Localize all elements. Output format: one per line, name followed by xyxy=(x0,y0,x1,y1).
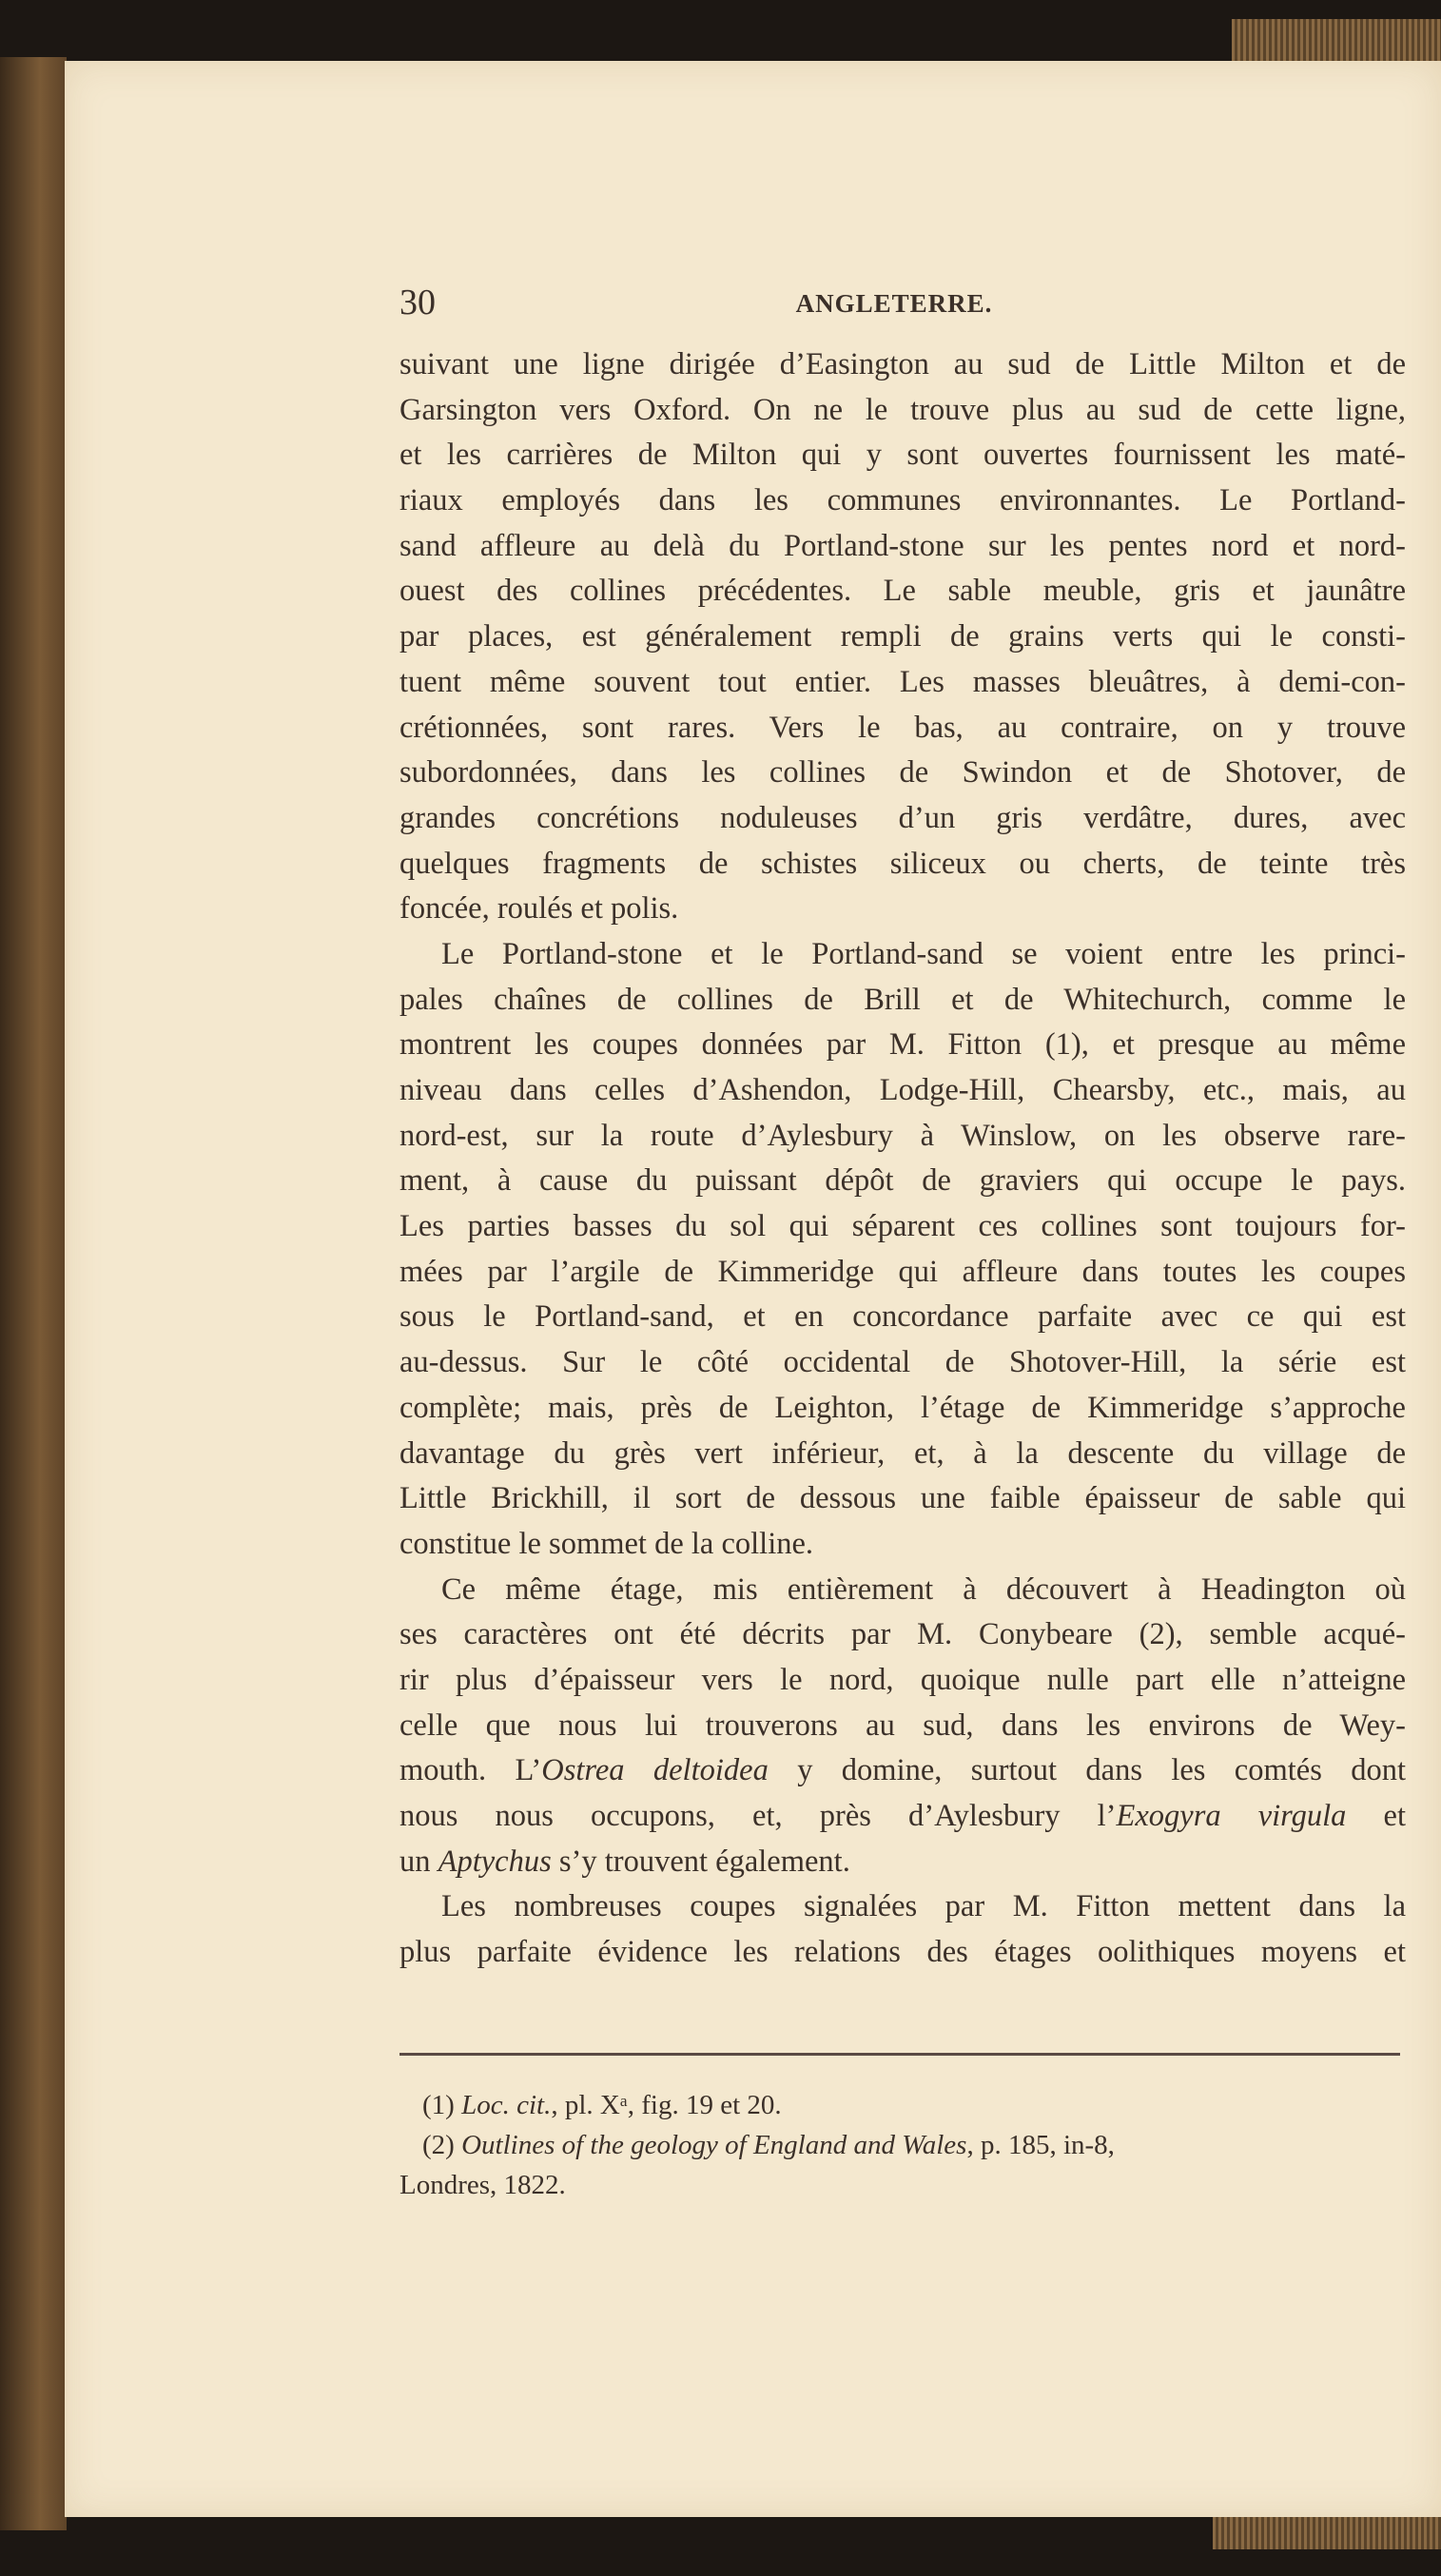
text-run: un xyxy=(399,1844,438,1879)
book-spine-edge xyxy=(0,57,67,2530)
running-title: ANGLETERRE. xyxy=(795,289,993,318)
text-run: riaux employés dans les communes environnantes. Le Portland- xyxy=(399,483,1406,518)
text-run: , pl. Xᵃ, fig. 19 et 20. xyxy=(551,2090,782,2120)
text-line xyxy=(399,1568,1406,1613)
text-run: ses caractères ont été décrits par M. Conybeare (2), semble acqué- xyxy=(399,1617,1406,1652)
text-run: y domine, surtout dans les comtés dont xyxy=(768,1753,1407,1788)
text-line xyxy=(399,842,1406,888)
text-run: pales chaînes de collines de Brill et de Whitechurch, comme le xyxy=(399,982,1406,1017)
text-run: Garsington vers Oxford. On ne le trouve plus au sud de cette ligne, xyxy=(399,392,1406,427)
text-run: montrent les coupes données par M. Fitton (1), et presque au même xyxy=(399,1027,1406,1063)
text-run: s’y trouvent également. xyxy=(551,1844,850,1879)
text-line xyxy=(399,1159,1406,1204)
text-run: davantage du grès vert inférieur, et, à la descente du village de xyxy=(399,1435,1406,1471)
text-run: Les nombreuses coupes signalées par M. Fitton mettent dans la xyxy=(441,1889,1406,1924)
text-run: ouest des collines précédentes. Le sable meuble, gris et jaunâtre xyxy=(399,574,1406,609)
text-run: Le Portland-stone et le Portland-sand se voient entre les princi- xyxy=(441,936,1406,971)
text-line xyxy=(399,1748,1406,1794)
text-line xyxy=(399,978,1406,1024)
text-run: et les carrières de Milton qui y sont ouvertes fournissent les maté- xyxy=(399,438,1406,473)
text-run: ment, à cause du puissant dépôt de graviers qui occupe le pays. xyxy=(399,1163,1406,1199)
text-run: par places, est généralement rempli de grains verts qui le consti- xyxy=(399,619,1406,654)
text-line xyxy=(399,1658,1406,1704)
text-line xyxy=(399,1884,1406,1930)
text-line xyxy=(399,1704,1406,1749)
text-line xyxy=(399,615,1406,660)
text-line xyxy=(399,524,1406,570)
text-run: (2) xyxy=(422,2130,462,2160)
text-line xyxy=(399,887,1406,932)
text-run: Londres, 1822. xyxy=(399,2170,566,2200)
footnotes xyxy=(399,2085,1408,2205)
text-line xyxy=(399,569,1406,615)
text-run: tuent même souvent tout entier. Les masses bleuâtres, à demi-con- xyxy=(399,664,1406,699)
text-line xyxy=(399,1340,1406,1386)
text-line xyxy=(399,796,1406,842)
text-line xyxy=(399,1023,1406,1068)
text-line xyxy=(399,660,1406,706)
page-edge-top xyxy=(1232,19,1441,62)
footnote-line xyxy=(399,2125,1408,2165)
paragraph xyxy=(399,1884,1406,1975)
text-line xyxy=(399,388,1406,434)
text-run: rir plus d’épaisseur vers le nord, quoique nulle part elle n’atteigne xyxy=(399,1662,1406,1697)
text-run: (1) xyxy=(422,2090,462,2120)
text-run: mées par l’argile de Kimmeridge qui affleure dans toutes les coupes xyxy=(399,1254,1406,1289)
text-line xyxy=(399,1476,1406,1522)
text-run: et xyxy=(1346,1799,1406,1833)
footnote-line xyxy=(399,2085,1408,2125)
text-run: , p. 185, in-8, xyxy=(966,2130,1115,2160)
text-run: sand affleure au delà du Portland-stone sur les pentes nord et nord- xyxy=(399,528,1406,563)
text-line xyxy=(399,751,1406,796)
text-run: grandes concrétions noduleuses d’un gris verdâtre, dures, avec xyxy=(399,800,1406,835)
paragraph xyxy=(399,1568,1406,1885)
italic-text: Loc. cit. xyxy=(461,2090,552,2120)
text-run: au-dessus. Sur le côté occidental de Shotover-Hill, la série est xyxy=(399,1345,1406,1380)
text-run: foncée, roulés et polis. xyxy=(399,891,679,927)
text-run: Ce même étage, mis entièrement à découvert à Headington où xyxy=(441,1571,1406,1607)
text-line xyxy=(399,1612,1406,1658)
text-line xyxy=(399,1114,1406,1160)
text-line xyxy=(399,1068,1406,1114)
text-run: nous nous occupons, et, près d’Aylesbury l’ xyxy=(399,1799,1117,1833)
italic-text: Exogyra virgula xyxy=(1116,1799,1347,1833)
text-line xyxy=(399,1295,1406,1340)
text-run: sous le Portland-sand, et en concordance parfaite avec ce qui est xyxy=(399,1299,1406,1335)
text-run: niveau dans celles d’Ashendon, Lodge-Hill, Chearsby, etc., mais, au xyxy=(399,1073,1406,1107)
text-run: nord-est, sur la route d’Aylesbury à Winslow, on les observe rare- xyxy=(399,1118,1406,1153)
text-line xyxy=(399,1840,1406,1885)
text-line xyxy=(399,433,1406,478)
text-line xyxy=(399,1930,1406,1976)
text-line xyxy=(399,342,1406,388)
body-text xyxy=(399,342,1406,1976)
text-run: celle que nous lui trouverons au sud, dans les environs de Wey- xyxy=(399,1708,1406,1743)
text-line xyxy=(399,932,1406,978)
text-run: quelques fragments de schistes siliceux ou cherts, de teinte très xyxy=(399,846,1406,881)
text-line xyxy=(399,1250,1406,1296)
paragraph xyxy=(399,932,1406,1568)
italic-text: Ostrea deltoidea xyxy=(541,1753,769,1788)
text-run: complète; mais, près de Leighton, l’étage de Kimmeridge s’approche xyxy=(399,1390,1406,1425)
italic-text: Aptychus xyxy=(438,1844,552,1879)
text-line xyxy=(399,1522,1406,1568)
text-run: constitue le sommet de la colline. xyxy=(399,1526,814,1561)
text-line xyxy=(399,706,1406,751)
text-run: crétionnées, sont rares. Vers le bas, au contraire, on y trouve xyxy=(399,710,1406,745)
text-line xyxy=(399,1432,1406,1477)
text-run: plus parfaite évidence les relations des étages oolithiques moyens et xyxy=(399,1935,1406,1970)
text-run: mouth. L’ xyxy=(399,1753,542,1788)
text-line xyxy=(399,1794,1406,1840)
paragraph xyxy=(399,342,1406,932)
text-run: Little Brickhill, il sort de dessous une faible épaisseur de sable qui xyxy=(399,1481,1406,1516)
text-run: Les parties basses du sol qui séparent ces collines sont toujours for- xyxy=(399,1209,1406,1244)
footnote-rule xyxy=(399,2053,1400,2056)
text-line xyxy=(399,1204,1406,1250)
text-run: suivant une ligne dirigée d’Easington au sud de Little Milton et de xyxy=(399,347,1406,381)
page-number: 30 xyxy=(399,283,436,322)
text-run: subordonnées, dans les collines de Swindon et de Shotover, de xyxy=(399,755,1406,790)
italic-text: Outlines of the geology of England and Wales xyxy=(461,2130,967,2160)
text-line xyxy=(399,478,1406,524)
text-line xyxy=(399,1386,1406,1432)
footnote-line xyxy=(399,2165,1408,2205)
